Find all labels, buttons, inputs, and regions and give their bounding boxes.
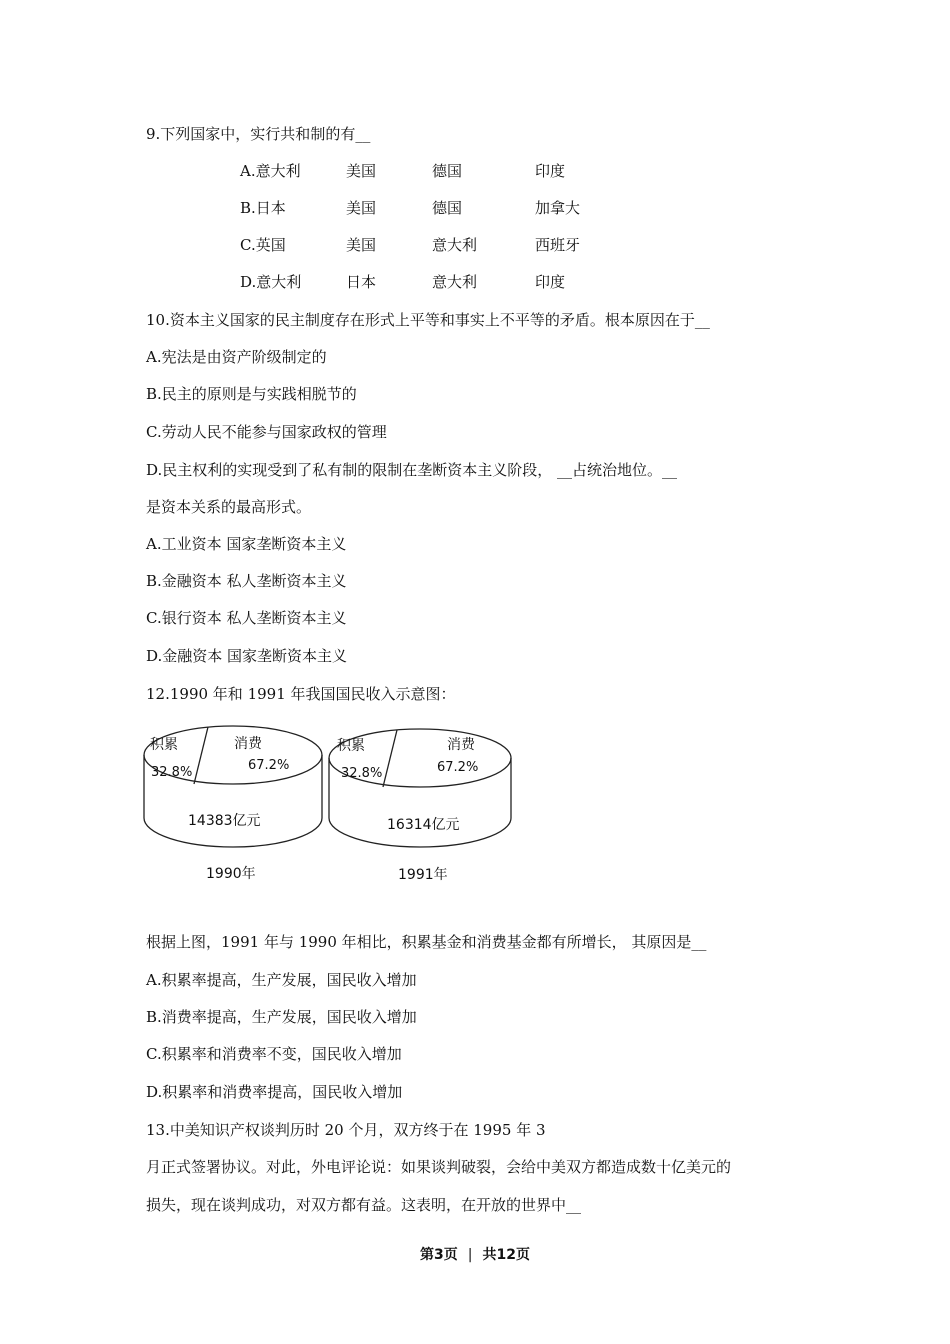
- q13-line-3: 损失，现在谈判成功，对双方都有益。这表明，在开放的世界中__: [146, 1196, 582, 1214]
- total-label-1991: 16314亿元: [387, 817, 460, 833]
- q9-b-2: 美国: [346, 199, 377, 217]
- year-label-1991: 1991年: [398, 867, 448, 883]
- q11-option-b: B.金融资本 私人垄断资本主义: [146, 572, 347, 590]
- q10-option-b: B.民主的原则是与实践相脱节的: [146, 385, 357, 403]
- slice-consume-pct-1990: 67.2%: [248, 758, 290, 773]
- q13-line-2: 月正式签署协议。对此，外电评论说：如果谈判破裂，会给中美双方都造成数十亿美元的: [146, 1158, 732, 1176]
- q9-d-4: 印度: [535, 273, 566, 291]
- q9-a-2: 美国: [346, 162, 377, 180]
- slice-consume-name-1991: 消费: [447, 737, 475, 753]
- page-number: 第3页: [420, 1247, 458, 1263]
- q9-c-2: 美国: [346, 236, 377, 254]
- slice-accum-pct-1991: 32.8%: [341, 766, 383, 781]
- q9-d-2: 日本: [346, 273, 377, 291]
- page-total: 共12页: [482, 1247, 530, 1263]
- q10-stem: 10.资本主义国家的民主制度存在形式上平等和事实上不平等的矛盾。根本原因在于__: [146, 311, 710, 329]
- footer-separator: |: [467, 1247, 473, 1263]
- q12-option-b: B.消费率提高，生产发展，国民收入增加: [146, 1008, 417, 1026]
- slice-accum-name-1991: 积累: [337, 738, 365, 754]
- q12-option-a: A.积累率提高，生产发展，国民收入增加: [146, 971, 417, 989]
- slice-consume-pct-1991: 67.2%: [437, 760, 479, 775]
- q10-option-c: C.劳动人民不能参与国家政权的管理: [146, 423, 387, 441]
- q9-a-1: A.意大利: [240, 162, 301, 180]
- q9-a-3: 德国: [432, 162, 463, 180]
- q9-c-3: 意大利: [432, 236, 478, 254]
- q9-stem: 9.下列国家中，实行共和制的有__: [146, 125, 371, 143]
- cylinder-pie-1990: [144, 726, 322, 882]
- national-income-chart: [142, 718, 522, 890]
- q9-b-3: 德国: [432, 199, 463, 217]
- q9-a-4: 印度: [535, 162, 566, 180]
- q9-b-1: B.日本: [240, 199, 286, 217]
- cylinder-pie-1991: [329, 729, 511, 883]
- year-label-1990: 1990年: [206, 866, 256, 882]
- q12-question: 根据上图，1991 年与 1990 年相比，积累基金和消费基金都有所增长， 其原因是__: [146, 933, 707, 951]
- slice-accum-name-1990: 积累: [150, 737, 178, 753]
- slice-consume-name-1990: 消费: [234, 736, 262, 752]
- q12-option-c: C.积累率和消费率不变，国民收入增加: [146, 1045, 402, 1063]
- q11-option-c: C.银行资本 私人垄断资本主义: [146, 609, 347, 627]
- q11-option-d: D.金融资本 国家垄断资本主义: [146, 647, 348, 665]
- page-footer: [0, 1244, 950, 1264]
- q10-option-d: D.民主权利的实现受到了私有制的限制在垄断资本主义阶段， __占统治地位。__: [146, 461, 678, 479]
- q13-line-1: 13.中美知识产权谈判历时 20 个月，双方终于在 1995 年 3: [146, 1121, 546, 1139]
- q9-b-4: 加拿大: [535, 199, 581, 217]
- q10-option-a: A.宪法是由资产阶级制定的: [146, 348, 327, 366]
- q9-c-4: 西班牙: [535, 236, 581, 254]
- q11-stem-continued: 是资本关系的最高形式。: [146, 498, 312, 516]
- q11-option-a: A.工业资本 国家垄断资本主义: [146, 535, 347, 553]
- q12-option-d: D.积累率和消费率提高，国民收入增加: [146, 1083, 403, 1101]
- q9-d-3: 意大利: [432, 273, 478, 291]
- q9-d-1: D.意大利: [240, 273, 302, 291]
- q12-stem: 12.1990 年和 1991 年我国国民收入示意图：: [146, 685, 456, 703]
- total-label-1990: 14383亿元: [188, 813, 261, 829]
- slice-accum-pct-1990: 32.8%: [151, 765, 193, 780]
- q9-c-1: C.英国: [240, 236, 286, 254]
- national-income-figure: [142, 718, 522, 890]
